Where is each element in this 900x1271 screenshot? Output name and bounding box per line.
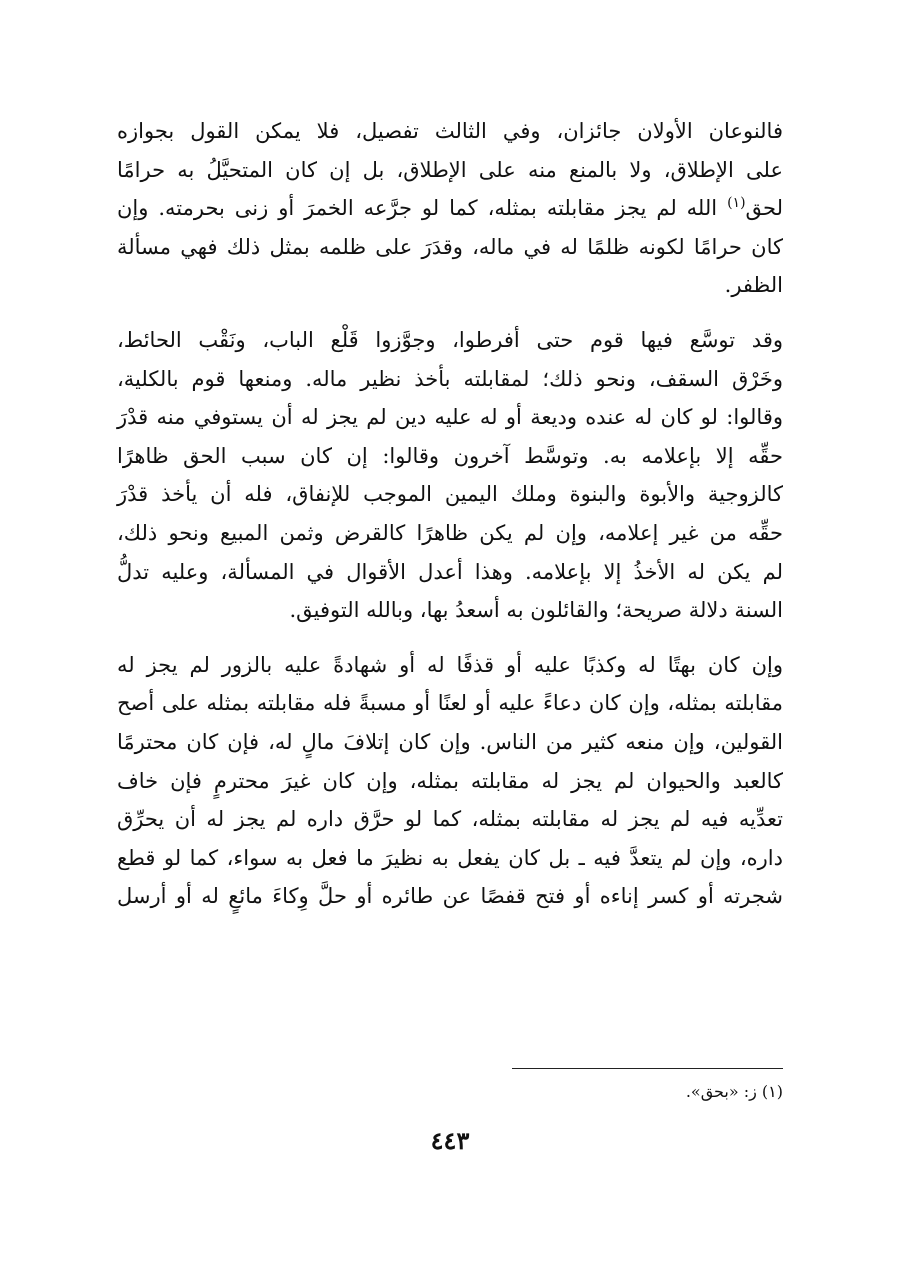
- footnote-reference[interactable]: (١): [727, 195, 746, 212]
- footnote: [686, 1080, 783, 1104]
- text-line: داره، وإن لم يتعدَّ فيه ـ بل كان يفعل به نظيرَ ما فعل به سواء، كما لو قطع: [117, 845, 783, 870]
- text-line: وخَرْق السقف، ونحو ذلك؛ لمقابلته بأخذ نظير ماله. ومنعها قوم بالكلية،: [117, 366, 783, 391]
- text-line: الظفر.: [724, 273, 783, 298]
- text-line: كالزوجية والأبوة والبنوة وملك اليمين الموجب للإنفاق، فله أن يأخذ قدْرَ: [117, 482, 783, 507]
- text-line: حقِّه إلا بإعلامه به. وتوسَّط آخرون وقالوا: إن كان سبب الحق ظاهرًا: [117, 443, 783, 468]
- text-segment: الله لم يجز مقابلته بمثله، كما لو جرَّعه الخمرَ أو زنى بحرمته. وإن: [117, 196, 728, 221]
- footnote-number: (١): [761, 1082, 783, 1101]
- text-line: القولين، وإن منعه كثير من الناس. وإن كان إتلافَ مالٍ له، فإن كان محترمًا: [117, 729, 783, 754]
- paragraph-1: [117, 112, 783, 305]
- text-line: مقابلته بمثله، وإن كان دعاءً عليه أو لعنًا أو مسبةً فله مقابلته بمثله على أصح: [117, 691, 783, 716]
- paragraph-3: [117, 646, 783, 916]
- text-line: تعدِّيه فيه لم يجز له مقابلته بمثله، كما لو حرَّق داره لم يجز له أن يحرِّق: [117, 807, 783, 832]
- text-line: كان حرامًا لكونه ظلمًا له في ماله، وقدَرَ على ظلمه بمثل ذلك فهي مسألة: [117, 234, 783, 259]
- paragraph-2: [117, 321, 783, 630]
- text-line: على الإطلاق، ولا بالمنع منه على الإطلاق، بل إن كان المتحيَّلُ به حرامًا: [117, 157, 783, 182]
- text-line: [117, 189, 783, 228]
- text-line: لم يكن له الأخذُ إلا بإعلامه. وهذا أعدل الأقوال في المسألة، وعليه تدلُّ: [117, 559, 783, 584]
- text-line: كالعبد والحيوان لم يجز له مقابلته بمثله، وإن كان غيرَ محترمٍ فإن خاف: [117, 768, 783, 793]
- footnote-separator: [512, 1068, 783, 1069]
- footnote-text: ز: «بحق».: [685, 1082, 757, 1101]
- text-line: السنة دلالة صريحة؛ والقائلون به أسعدُ بها، وبالله التوفيق.: [289, 598, 783, 623]
- text-line: شجرته أو كسر إناءه أو فتح قفصًا عن طائره أو حلَّ وِكاءَ مائعٍ له أو أرسل: [117, 884, 783, 909]
- text-line: وقد توسَّع فيها قوم حتى أفرطوا، وجوَّزوا قَلْع الباب، ونَقْب الحائط،: [117, 327, 783, 352]
- page-number: ٤٤٣: [430, 1126, 470, 1155]
- text-line: وقالوا: لو كان له عنده وديعة أو له عليه دين لم يجز له أن يستوفي منه قدْرَ: [117, 405, 783, 430]
- text-segment: لحق: [745, 196, 783, 221]
- main-text: [117, 112, 783, 932]
- text-line: وإن كان بهتًا له وكذبًا عليه أو قذفًا له أو شهادةً عليه بالزور لم يجز له: [117, 652, 783, 677]
- text-line: حقِّه من غير إعلامه، وإن لم يكن ظاهرًا كالقرض وثمن المبيع ونحو ذلك،: [117, 520, 783, 545]
- text-line: فالنوعان الأولان جائزان، وفي الثالث تفصيل، فلا يمكن القول بجوازه: [117, 119, 783, 143]
